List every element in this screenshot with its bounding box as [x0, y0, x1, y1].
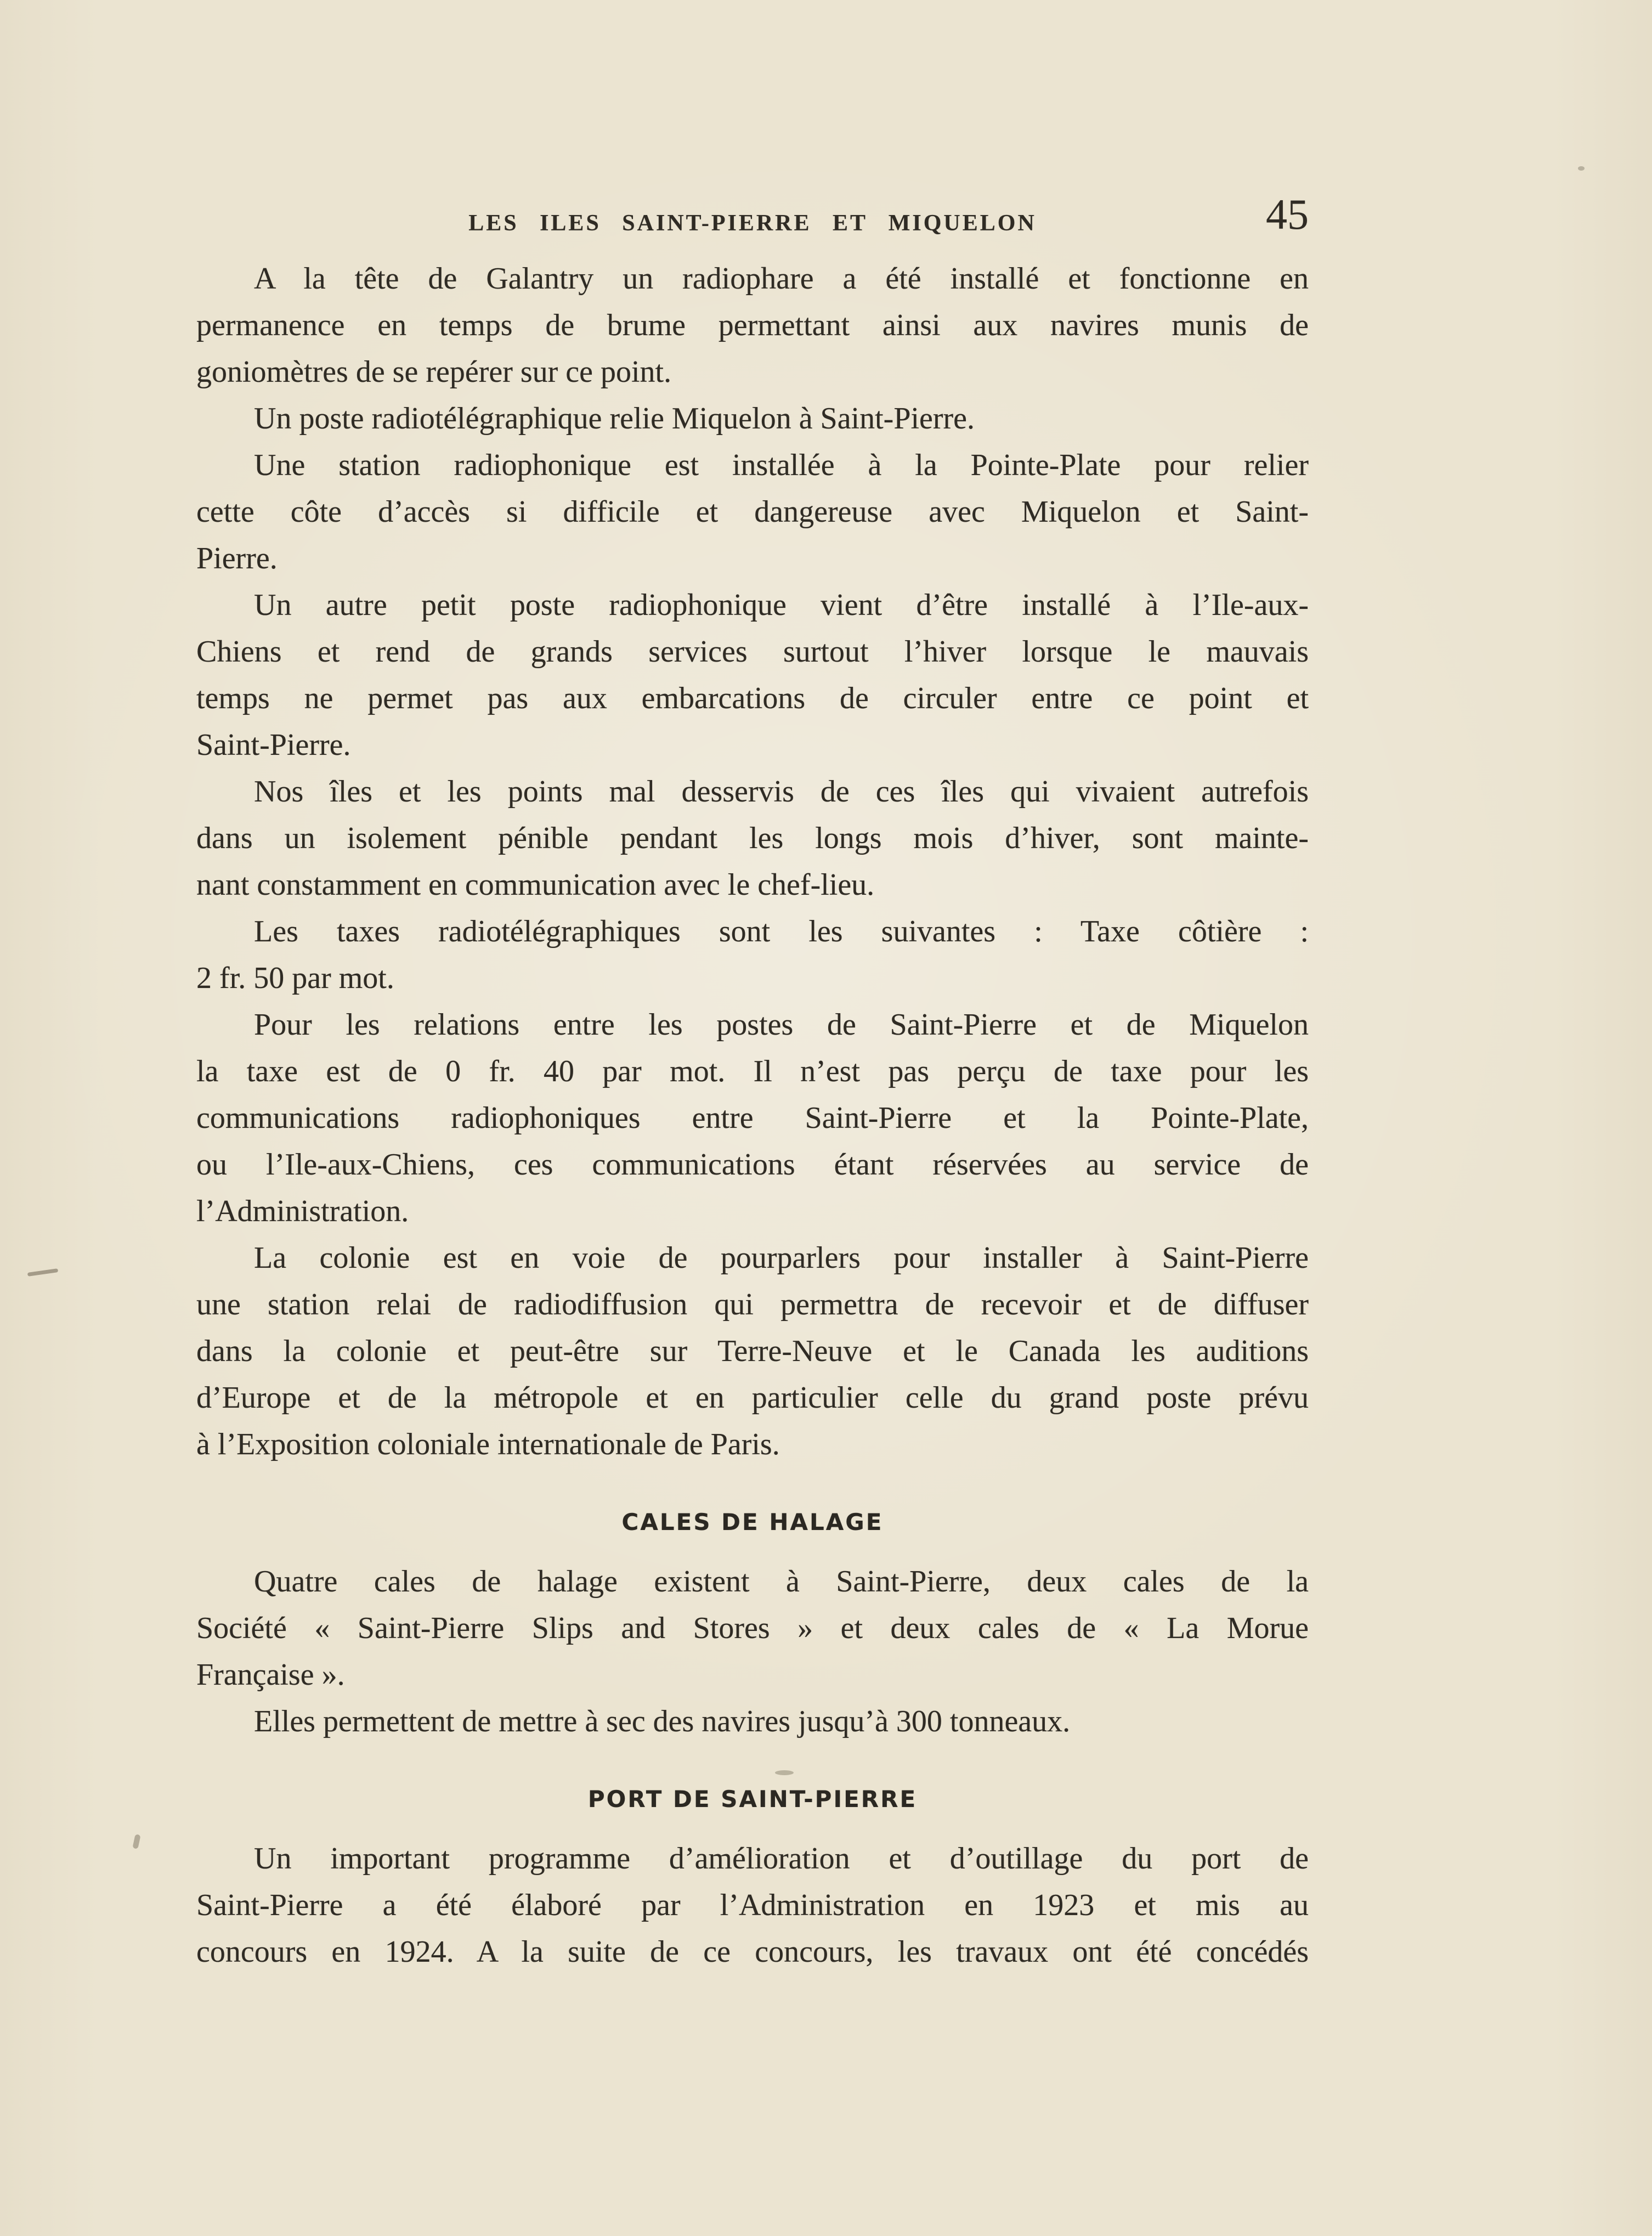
body-line: dans un isolement pénible pendant les longs mois d’hiver, sont mainte- [196, 821, 1309, 855]
body-line: à l’Exposition coloniale internationale de Paris. [196, 1427, 780, 1461]
body-line: Quatre cales de halage existent à Saint-Pierre, deux cales de la [254, 1565, 1309, 1599]
body-line: concours en 1924. A la suite de ce concours, les travaux ont été concédés [196, 1935, 1309, 1969]
body-line: A la tête de Galantry un radiophare a été installé et fonctionne en [254, 262, 1309, 296]
scan-speck [27, 1268, 58, 1277]
section-heading: CALES DE HALAGE [621, 1509, 884, 1535]
body-line: goniomètres de se repérer sur ce point. [196, 355, 672, 389]
scan-speck [132, 1834, 140, 1849]
body-line: permanence en temps de brume permettant ainsi aux navires munis de [196, 308, 1309, 342]
body-line: la taxe est de 0 fr. 40 par mot. Il n’est pas perçu de taxe pour les [196, 1054, 1309, 1088]
scan-speck [775, 1770, 794, 1775]
body-line: Saint-Pierre a été élaboré par l’Administration en 1923 et mis au [196, 1888, 1309, 1922]
body-line: Saint-Pierre. [196, 728, 351, 762]
body-line: Pour les relations entre les postes de Saint-Pierre et de Miquelon [254, 1008, 1309, 1042]
body-line: dans la colonie et peut-être sur Terre-Neuve et le Canada les auditions [196, 1334, 1309, 1368]
body-line: cette côte d’accès si difficile et dangereuse avec Miquelon et Saint- [196, 495, 1309, 529]
running-title: LES ILES SAINT-PIERRE ET MIQUELON [468, 211, 1037, 236]
body-line: l’Administration. [196, 1194, 409, 1228]
body-line: nant constamment en communication avec le chef-lieu. [196, 868, 875, 902]
body-line: d’Europe et de la métropole et en particulier celle du grand poste prévu [196, 1381, 1309, 1415]
section-heading: PORT DE SAINT-PIERRE [587, 1786, 918, 1812]
page-body [196, 256, 1309, 1975]
body-line: Une station radiophonique est installée à la Pointe-Plate pour relier [254, 448, 1309, 482]
body-line: communications radiophoniques entre Saint-Pierre et la Pointe-Plate, [196, 1101, 1309, 1135]
scan-speck [1578, 166, 1585, 171]
body-line: ou l’Ile-aux-Chiens, ces communications étant réservées au service de [196, 1148, 1309, 1182]
body-line: La colonie est en voie de pourparlers pour installer à Saint-Pierre [254, 1241, 1309, 1275]
body-line: Société « Saint-Pierre Slips and Stores » et deux cales de « La Morue [196, 1611, 1309, 1645]
body-line: Nos îles et les points mal desservis de ces îles qui vivaient autrefois [254, 775, 1309, 809]
body-line: Française ». [196, 1658, 345, 1692]
body-line: Un poste radiotélégraphique relie Miquelon à Saint-Pierre. [254, 402, 975, 436]
body-line: Pierre. [196, 541, 278, 575]
body-line: Un autre petit poste radiophonique vient d’être installé à l’Ile-aux- [254, 588, 1309, 622]
body-line: Chiens et rend de grands services surtout l’hiver lorsque le mauvais [196, 635, 1309, 669]
page-number: 45 [1266, 190, 1309, 238]
body-line: 2 fr. 50 par mot. [196, 961, 394, 995]
body-line: Les taxes radiotélégraphiques sont les suivantes : Taxe côtière : [254, 914, 1309, 948]
body-line: une station relai de radiodiffusion qui permettra de recevoir et de diffuser [196, 1288, 1309, 1322]
body-line: temps ne permet pas aux embarcations de circuler entre ce point et [196, 681, 1309, 715]
text-block [196, 0, 1309, 2236]
body-line: Elles permettent de mettre à sec des navires jusqu’à 300 tonneaux. [254, 1704, 1071, 1738]
body-line: Un important programme d’amélioration et d’outillage du port de [254, 1842, 1309, 1876]
